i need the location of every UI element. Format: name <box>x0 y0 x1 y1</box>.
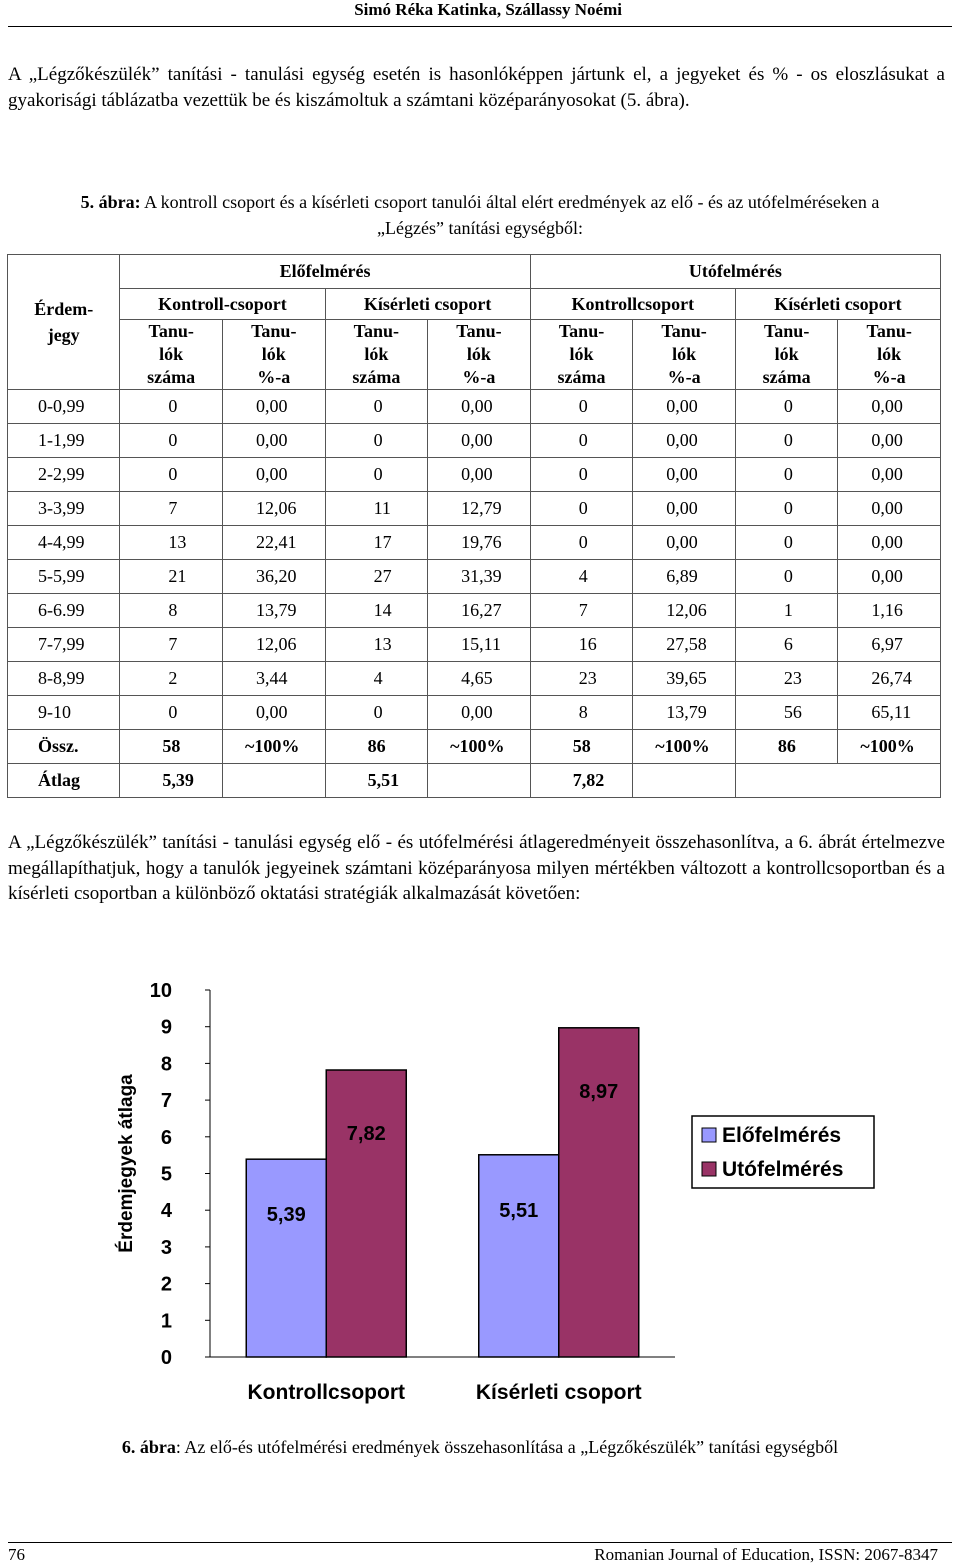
table-cell: 0 <box>325 424 428 458</box>
group-header-3: Kísérleti csoport <box>735 289 940 320</box>
table-cell: 0,00 <box>838 458 941 492</box>
table-cell: 0,00 <box>838 526 941 560</box>
pre-test-header: Előfelmérés <box>120 255 530 289</box>
table-cell: 0 <box>735 526 837 560</box>
intro-paragraph: A „Légzőkészülék” tanítási - tanulási egység esetén is hasonlóképpen jártunk el, a jegyeket és % - os eloszlásukat a gyakorisági táblázatba vezettük be és kiszámoltuk a számtani középarányosokat (5. ábra). <box>8 64 945 111</box>
subheader-percent: Tanu- lók %-a <box>222 320 325 390</box>
table-cell: 7 <box>530 594 633 628</box>
sum-cell: ~100% <box>633 730 736 764</box>
table-cell: 0,00 <box>222 696 325 730</box>
table-cell: 13 <box>120 526 223 560</box>
table-row <box>8 594 941 628</box>
table-row <box>8 390 941 424</box>
footer-rule <box>8 1542 952 1543</box>
table-cell: 1,16 <box>838 594 941 628</box>
y-tick-label: 0 <box>160 1347 172 1369</box>
table-cell: 12,06 <box>222 492 325 526</box>
figure-6-caption <box>8 1434 952 1460</box>
sum-cell: 58 <box>530 730 633 764</box>
table-cell: 56 <box>735 696 837 730</box>
bar-data-label: 5,39 <box>266 1204 306 1227</box>
running-head-authors: Simó Réka Katinka, Szállassy Noémi <box>354 0 622 19</box>
table-cell: 0 <box>530 492 633 526</box>
table-row <box>8 696 941 730</box>
table-row <box>8 458 941 492</box>
grade-range-cell: 6-6.99 <box>8 594 120 628</box>
figure-6-bar-chart <box>100 968 900 1408</box>
sum-label: Össz. <box>8 730 120 764</box>
table-cell: 19,76 <box>428 526 531 560</box>
subheader-count: Tanu- lók száma <box>530 320 633 390</box>
legend-swatch <box>702 1128 716 1142</box>
table-cell: 0,00 <box>633 390 736 424</box>
table-cell: 4 <box>530 560 633 594</box>
bar-post-experimental <box>559 1028 639 1357</box>
table-cell: 0 <box>735 458 837 492</box>
average-experimental-pre: 5,51 <box>325 764 428 798</box>
table-cell: 21 <box>120 560 223 594</box>
bar-data-label: 8,97 <box>579 1080 619 1103</box>
y-tick-label: 10 <box>149 980 172 1002</box>
table-cell: 0 <box>735 424 837 458</box>
figure-6-caption-text: : Az elő-és utófelmérési eredmények összehasonlítása a „Légzőkészülék” tanítási egységből <box>175 1437 839 1457</box>
sum-cell: 86 <box>735 730 837 764</box>
table-cell: 0 <box>735 492 837 526</box>
table-cell: 23 <box>530 662 633 696</box>
table-row <box>8 662 941 696</box>
table-cell: 0,00 <box>428 390 531 424</box>
sum-cell: 86 <box>325 730 428 764</box>
table-cell: 7 <box>120 628 223 662</box>
table-cell: 0,00 <box>838 424 941 458</box>
grade-range-cell: 5-5,99 <box>8 560 120 594</box>
table-cell: 0,00 <box>222 458 325 492</box>
table-cell: 26,74 <box>838 662 941 696</box>
legend-label: Előfelmérés <box>722 1124 842 1147</box>
table-cell: 3,44 <box>222 662 325 696</box>
table-cell: 0 <box>325 458 428 492</box>
table-cell: 0,00 <box>428 696 531 730</box>
table-cell: 0 <box>735 560 837 594</box>
table-row <box>8 560 941 594</box>
table-cell: 0 <box>530 424 633 458</box>
table-cell: 0 <box>325 696 428 730</box>
empty-cell <box>633 764 736 798</box>
bar-data-label: 7,82 <box>346 1123 386 1146</box>
grade-range-cell: 9-10 <box>8 696 120 730</box>
table-row <box>8 424 941 458</box>
table-cell: 6,97 <box>838 628 941 662</box>
figure-5-caption-line1: A kontroll csoport és a kísérleti csoport tanulói által elért eredmények az elő - és az utófelméréseken a <box>140 192 880 212</box>
table-cell: 31,39 <box>428 560 531 594</box>
x-category-label: Kísérleti csoport <box>475 1381 642 1404</box>
group-header-1: Kísérleti csoport <box>325 289 530 320</box>
empty-cell <box>735 764 940 798</box>
table-cell: 0 <box>120 458 223 492</box>
table-cell: 15,11 <box>428 628 531 662</box>
empty-cell <box>222 764 325 798</box>
y-tick-label: 9 <box>160 1016 172 1039</box>
y-tick-label: 7 <box>160 1090 172 1113</box>
grade-column-header: Érdem- jegy <box>8 255 120 390</box>
table-cell: 0,00 <box>428 424 531 458</box>
table-cell: 1 <box>735 594 837 628</box>
y-tick-label: 2 <box>160 1273 172 1296</box>
sum-row <box>8 730 941 764</box>
subheader-count: Tanu- lók száma <box>325 320 428 390</box>
y-tick-label: 1 <box>160 1310 172 1333</box>
subheader-count: Tanu- lók száma <box>735 320 837 390</box>
table-cell: 13,79 <box>633 696 736 730</box>
table-cell: 13,79 <box>222 594 325 628</box>
average-label: Átlag <box>8 764 120 798</box>
figure-6-label: 6. ábra <box>121 1437 176 1457</box>
table-cell: 17 <box>325 526 428 560</box>
table-row <box>8 526 941 560</box>
y-tick-label: 5 <box>160 1163 172 1186</box>
subheader-percent: Tanu- lók %-a <box>838 320 941 390</box>
table-cell: 0,00 <box>428 458 531 492</box>
table-cell: 2 <box>120 662 223 696</box>
average-control-pre: 5,39 <box>120 764 223 798</box>
sum-cell: ~100% <box>428 730 531 764</box>
bar-pre-control <box>246 1159 326 1357</box>
table-cell: 4 <box>325 662 428 696</box>
empty-cell <box>428 764 531 798</box>
table-row <box>8 628 941 662</box>
grades-frequency-table <box>7 254 941 798</box>
comparison-paragraph: A „Légzőkészülék” tanítási - tanulási egység elő - és utófelmérési átlageredményeit összehasonlítva, a 6. ábrát értelmezve megállapíthatjuk, hogy a tanulók jegyeinek számtani középarányosa milyen mértékben változott a kontrollcsoportban és a kísérleti csoportban a különböző oktatási stratégiák alkalmazását követően: <box>8 832 945 904</box>
table-cell: 11 <box>325 492 428 526</box>
y-tick-label: 3 <box>160 1236 172 1259</box>
figure-5-caption-line2: „Légzés” tanítási egységből: <box>377 218 583 238</box>
journal-name: Romanian Journal of Education, ISSN: 2067-8347 <box>594 1545 938 1564</box>
table-cell: 12,79 <box>428 492 531 526</box>
table-cell: 7 <box>120 492 223 526</box>
average-control-post: 7,82 <box>530 764 633 798</box>
post-test-header: Utófelmérés <box>530 255 940 289</box>
table-cell: 39,65 <box>633 662 736 696</box>
grade-range-cell: 1-1,99 <box>8 424 120 458</box>
table-cell: 6,89 <box>633 560 736 594</box>
group-header-2: Kontrollcsoport <box>530 289 735 320</box>
table-cell: 0,00 <box>838 560 941 594</box>
table-cell: 16,27 <box>428 594 531 628</box>
table-cell: 0,00 <box>222 390 325 424</box>
table-cell: 6 <box>735 628 837 662</box>
bar-post-control <box>326 1070 406 1357</box>
table-cell: 0 <box>735 390 837 424</box>
grade-range-cell: 2-2,99 <box>8 458 120 492</box>
grade-range-cell: 8-8,99 <box>8 662 120 696</box>
sum-cell: ~100% <box>838 730 941 764</box>
y-tick-label: 8 <box>160 1053 172 1076</box>
table-cell: 23 <box>735 662 837 696</box>
y-axis-title: Érdemjegyek átlaga <box>116 1074 137 1253</box>
page-number: 76 <box>8 1545 25 1564</box>
bar-pre-experimental <box>479 1155 559 1357</box>
group-header-0: Kontroll-csoport <box>120 289 325 320</box>
table-cell: 12,06 <box>222 628 325 662</box>
table-cell: 36,20 <box>222 560 325 594</box>
table-cell: 14 <box>325 594 428 628</box>
table-cell: 0 <box>530 458 633 492</box>
table-cell: 0 <box>530 390 633 424</box>
grade-range-cell: 7-7,99 <box>8 628 120 662</box>
y-tick-label: 4 <box>160 1200 172 1223</box>
table-cell: 0,00 <box>633 458 736 492</box>
figure-5-label: 5. ábra: <box>80 192 141 212</box>
subheader-percent: Tanu- lók %-a <box>633 320 736 390</box>
table-cell: 13 <box>325 628 428 662</box>
table-cell: 0,00 <box>633 424 736 458</box>
bar-data-label: 5,51 <box>499 1199 539 1222</box>
header-rule <box>8 26 952 27</box>
table-cell: 8 <box>530 696 633 730</box>
table-cell: 27,58 <box>633 628 736 662</box>
subheader-percent: Tanu- lók %-a <box>428 320 531 390</box>
y-tick-label: 6 <box>160 1126 172 1149</box>
legend-label: Utófelmérés <box>722 1158 844 1181</box>
table-cell: 4,65 <box>428 662 531 696</box>
table-row <box>8 492 941 526</box>
table-cell: 0,00 <box>838 390 941 424</box>
table-cell: 0,00 <box>633 492 736 526</box>
table-cell: 0 <box>120 696 223 730</box>
figure-5-caption <box>8 189 952 241</box>
average-row <box>8 764 941 798</box>
grade-range-cell: 0-0,99 <box>8 390 120 424</box>
table-cell: 0 <box>325 390 428 424</box>
table-cell: 16 <box>530 628 633 662</box>
table-cell: 0,00 <box>838 492 941 526</box>
grade-range-cell: 4-4,99 <box>8 526 120 560</box>
sum-cell: ~100% <box>222 730 325 764</box>
x-category-label: Kontrollcsoport <box>247 1381 405 1404</box>
subheader-count: Tanu- lók száma <box>120 320 223 390</box>
table-cell: 12,06 <box>633 594 736 628</box>
sum-cell: 58 <box>120 730 223 764</box>
legend-swatch <box>702 1162 716 1176</box>
table-cell: 22,41 <box>222 526 325 560</box>
table-cell: 0 <box>530 526 633 560</box>
table-cell: 0 <box>120 424 223 458</box>
table-cell: 27 <box>325 560 428 594</box>
table-cell: 65,11 <box>838 696 941 730</box>
table-cell: 8 <box>120 594 223 628</box>
grade-range-cell: 3-3,99 <box>8 492 120 526</box>
table-cell: 0,00 <box>633 526 736 560</box>
table-cell: 0,00 <box>222 424 325 458</box>
table-cell: 0 <box>120 390 223 424</box>
